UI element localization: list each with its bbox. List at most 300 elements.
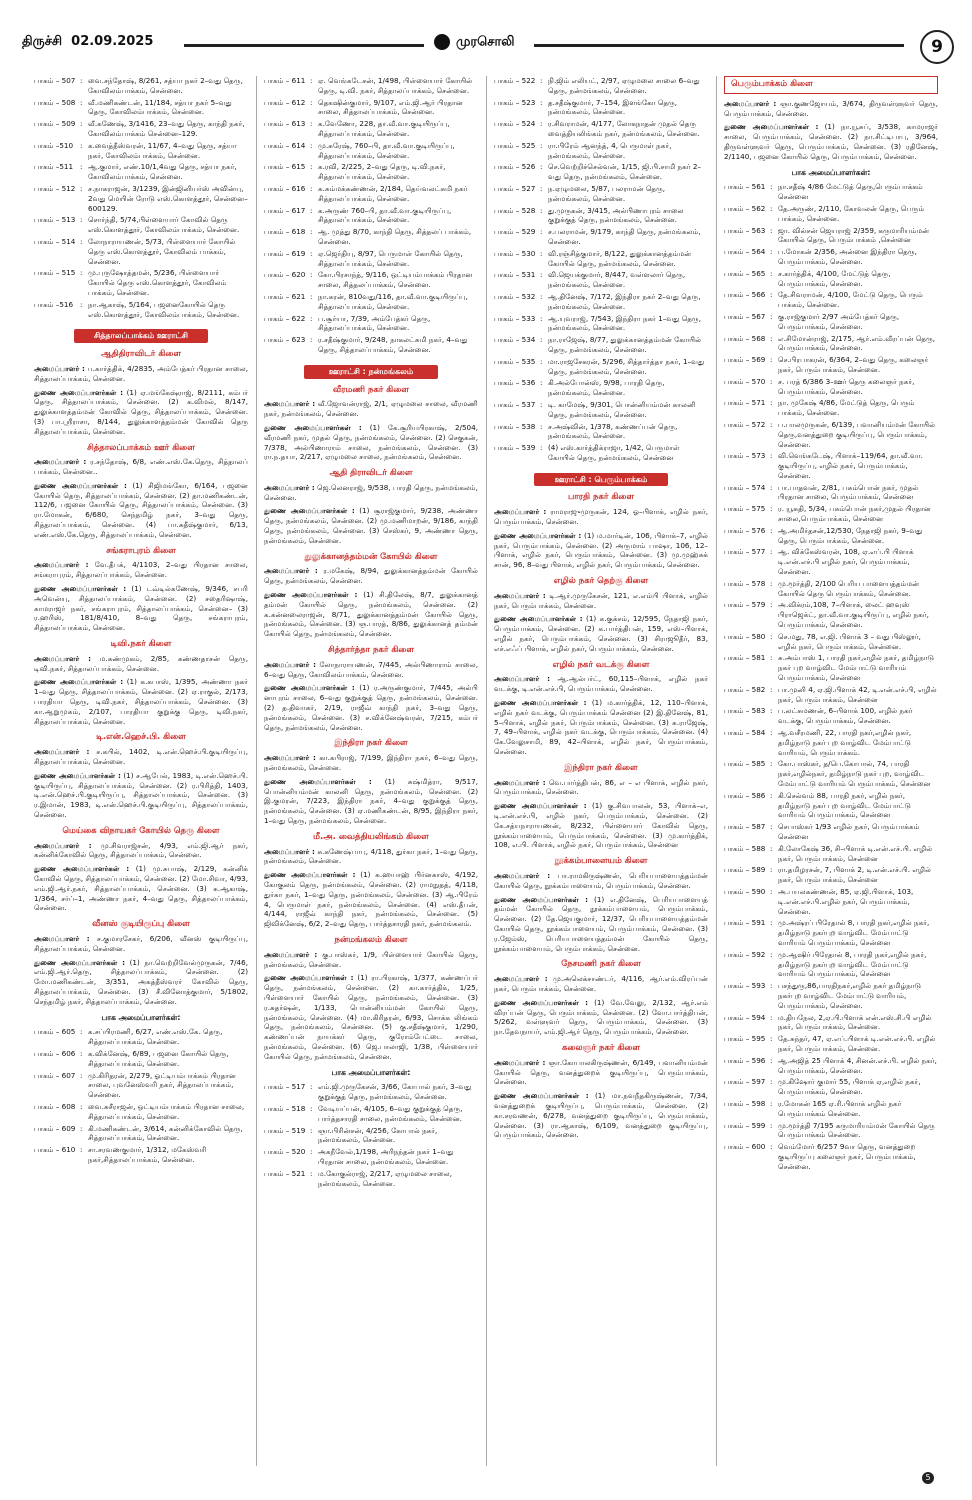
booth-entry xyxy=(494,141,708,161)
booth-entry xyxy=(724,420,938,449)
booth-entry xyxy=(264,1082,478,1102)
separator: : xyxy=(770,981,773,991)
booth-number: பாகம் – 572 xyxy=(724,419,766,429)
booth-member: அ.விக்ரம்,108, 7–பிளாக், லைட் ஹவுஸ் பிராஜெக்ட், தா.வீ.வா.குடியிருப்பு, எழில் நகர், பெரும்பாக்கம், சென்னை. xyxy=(778,600,929,630)
deputies-value: (1) சுஷ்மித்ரா, 9/517, பொன்னியம்மன் காலனி தெரு, நன்மங்கலம், சென்னை. (2) இ.குமரன், 7/223, இந்திரா நகர், 4–வது குறுக்குத் தெரு, நன்மங்கலம், சென்னை. (3) ஏ.மணிகண்டன், 8/95, இந்திரா நகர், 1–வது தெரு, நன்மங்கலம், சென்னை. xyxy=(264,776,478,825)
separator: : xyxy=(770,1034,773,1044)
booth-entry xyxy=(494,335,708,355)
booth-number: பாகம் – 622 xyxy=(264,313,306,323)
organizer-label: அமைப்பாளர் : xyxy=(34,747,90,757)
booth-number: பாகம் – 599 xyxy=(724,1120,766,1130)
booth-entry xyxy=(724,398,938,418)
branch-organizer xyxy=(34,457,248,477)
page-number: 9 xyxy=(920,30,954,64)
organizer-label: அமைப்பாளர் : xyxy=(34,457,87,467)
booth-number: பாகம் – 613 xyxy=(264,119,306,129)
deputies-label: துணை அமைப்பாளர்கள் : xyxy=(494,698,587,708)
booth-number: பாகம் – 564 xyxy=(724,247,766,257)
booth-number: பாகம் – 519 xyxy=(264,1125,306,1135)
booth-member: ஆ.யுவராஜ், 7/543, இந்திரா நகர் 1–வது தெரு, நன்மங்கலம், சென்னை. xyxy=(548,313,702,333)
branch-title: சித்தார்த்தா நகர் கிளை xyxy=(327,645,415,656)
booth-entry xyxy=(264,270,478,290)
branch-organizer xyxy=(264,660,478,680)
booth-entry xyxy=(494,422,708,442)
booth-member: ச.அஷ்வின், 1/378, கண்ணப்பன் தெரு, நன்மங்கலம், சென்னை. xyxy=(548,421,678,441)
separator: : xyxy=(770,865,773,875)
booth-number: பாகம் – 621 xyxy=(264,291,306,301)
booth-number: பாகம் – 586 xyxy=(724,790,766,800)
booth-member: கி.செல்வம் 88, பாரதி நகர், எழில் நகர், தமிழ்நாடு நகர் புற வாழ்விட மேம்பாட்டு வாரியம் பெரும்பாக்கம், சென்னை xyxy=(778,790,911,820)
deputies-label: துணை அமைப்பாளர்கள் : xyxy=(34,770,121,780)
booth-entry xyxy=(264,141,478,161)
booth-number: பாகம் – 534 xyxy=(494,335,536,345)
organizer-label: அமைப்பாளர் : xyxy=(494,1057,546,1067)
booth-member: மு.கிஷோர் குமார் 55, பிளாக் ஏ,எழில் நகர், பெரும்பாக்கம், சென்னை. xyxy=(778,1077,921,1097)
separator: : xyxy=(310,1082,313,1092)
booth-entry xyxy=(494,314,708,334)
booth-number: பாகம் – 574 xyxy=(724,482,766,492)
booth-member: சா.சரவணகுமார், 1/312, மகேஸ்வரி நகர்,சித்தாலப்பாக்கம், சென்னை. xyxy=(88,1145,207,1164)
separator: : xyxy=(310,205,313,215)
separator: : xyxy=(770,949,773,959)
branch-organizer xyxy=(264,950,478,970)
booth-entry xyxy=(264,227,478,247)
deputies-value: (1) சு.ஹயாஹ் பிர்னகாஸ், 4/192, கோகுலம் தெரு, நன்மங்கலம், சென்னை. (2) ராமநுதத், 4/118, துர்கா நகர், 1–வது தெரு, நன்மங்கலம், சென்னை. (3) ஆ.பிரேம் 4, பெருமாள் நகர், நன்மங்கலம், சென்னை. (4) எஸ்.தீபன், 4/144, ராஜீவ் காந்தி நகர், நன்மங்கலம், சென்னை. (5) ஜிவிக்னேஷ், 6/2, 2–வது தெரு, பார்த்தசாரதி நகர், நன்மங்கலம். xyxy=(264,870,478,929)
booth-entry xyxy=(494,270,708,290)
separator: : xyxy=(770,482,773,492)
organizer-value: பா.ராமகிருஷ்ணன், பெரியபாளையத்தம்மன் கோயில் தெரு, நூக்கம்பாளையம், பெரும்பாக்கம், சென்னை. xyxy=(494,870,708,890)
branch-deputies xyxy=(494,998,708,1037)
booth-entry xyxy=(724,822,938,842)
booth-organizers-heading: பாக அமைப்பாளர்கள்: xyxy=(791,167,871,177)
booth-entry xyxy=(724,1121,938,1141)
branch-organizer xyxy=(494,591,708,611)
booth-number: பாகம் –516 xyxy=(34,299,74,309)
branch-deputies xyxy=(494,801,708,850)
booth-number: பாகம் – 567 xyxy=(724,311,766,321)
booth-number: பாகம் – 598 xyxy=(724,1098,766,1108)
booth-entry xyxy=(494,227,708,247)
booth-entry xyxy=(724,791,938,820)
deputies-value: (1) ச.ஆபேல், 1983, டி.என்.ஹெச்.பி. குடியிருப்பு, சித்தாலப்பாக்கம், சென்னை. (2) ர.பிரித்தி, 1403, டி.என்.ஹெச்.பி.குடியிருப்பு, சித்தாலப்பாக்கம், சென்னை. (3) ர.இமான், 1983, டி.என்.ஹெச்.பி.குடியிருப்பு, சித்தாலப்பாக்கம், சென்னை. xyxy=(34,770,248,819)
booth-member: ம.கோகுல்ராஜ், 2/217, ஏழுமலை சாலை, நன்மங்கலம், சென்னை. xyxy=(318,1168,453,1188)
booth-member: ஏ. வெங்கடேசன், 1/498, பிள்ளையார் கோயில் தெரு, டி.வி. நகர், சித்தாலப்பாக்கம், சென்னை. xyxy=(318,76,473,95)
separator: : xyxy=(770,376,773,386)
booth-number: பாகம் – 575 xyxy=(724,504,766,514)
branch-deputies xyxy=(34,584,248,633)
panchayat-band: ஊராட்சி : நன்மங்கலம் xyxy=(304,365,438,379)
edition-date xyxy=(22,34,153,50)
booth-member: நா.ஆகாஷ், 5/164, பஜனைகோயில் தெரு எஸ்.கொளத்தூர், கோவிலம்பாக்கம், சென்னை. xyxy=(88,299,240,319)
booth-entry xyxy=(724,182,938,202)
booth-member: மு.அஷ்ரப் பிரேதால் 8, பாரதி நகர்,எழில் நகர், தமிழ்நாடு நகர்புற வாழ்விட மேம்பாட்டு வாரியம் பெரும்பாக்கம், சென்னை xyxy=(778,918,930,947)
booth-number: பாகம் – 595 xyxy=(724,1034,766,1044)
organizer-value: ர.சந்தோஷ், 6/8, எண்.எஸ்.கே.தெரு, சித்தாலப் பாக்கம், சென்னை.. xyxy=(34,457,248,477)
separator: : xyxy=(770,631,773,641)
booth-entry xyxy=(34,1027,248,1047)
booth-member: எம்.ஜி.முருகேசன், 3/66, கோபால் நகர், 3–வது குறுக்குத் தெரு, நன்மங்கலம், சென்னை. xyxy=(318,1082,472,1102)
booth-number: பாகம் – 566 xyxy=(724,290,766,300)
organizer-label: அமைப்பாளர் : xyxy=(264,566,318,576)
booth-member: வேடியப்பன், 4/105, 6–வது குறுக்குத் தெரு, பார்த்தசாரதி சாலை, நன்மங்கலம், சென்னை. xyxy=(318,1103,463,1123)
booth-member: ர.மோகன் 165 ஏ.ரி.பிளாக் எழில் நகர் பெரும்பாக்கம் சென்னை. xyxy=(778,1098,902,1118)
separator: : xyxy=(770,225,773,235)
booth-member: க.அருண் 760–பி, தா.வீ.வா.குடியிருப்பு, சித்தாலப்பாக்கம், சென்னை. xyxy=(318,205,452,225)
booth-member: ஞா.பிரின்சன், 4/256, கோபால் நகர், நன்மங்கலம், சென்னை. xyxy=(318,1125,438,1145)
booth-number: பாகம் – 508 xyxy=(34,97,76,107)
branch-deputies xyxy=(494,614,708,653)
branch-title: ஆதிதிராவிடர் கிளை xyxy=(100,349,182,360)
separator: : xyxy=(770,203,773,213)
booth-entry xyxy=(264,292,478,312)
booth-member: ஆ.அஜித் 25 பிளாக் 4, சினன்.எச்.பி. எழில் நகர், பெரும்பாக்கம், சென்னை. xyxy=(778,1055,937,1075)
branch-deputies xyxy=(264,590,478,639)
separator: : xyxy=(770,333,773,343)
branch-deputies xyxy=(264,506,478,545)
booth-number: பாகம் – 529 xyxy=(494,227,536,237)
branch-deputies xyxy=(264,423,478,462)
booth-entry xyxy=(264,206,478,226)
deputies-value: (1) க.கபாஸ், 1/395, அண்ணா நகர் 1–வது தெரு, சித்தாலப்பாக்கம், சென்னை. (2) ஏ.ராகுல், 2/173, பாரதியா தெரு, டிவி.நகர், சித்தாலப்பாக்கம், சென்னை. (3) கா.ஆறுமுகம், 2/107, பாரதியா குறுக்கு தெரு, டிவி.நகர், சித்தாலப்பாக்கம், சென்னை. xyxy=(34,677,248,726)
deputies-value: (1) நா.வெற்றிவேல்முருகன், 7/46, எம்.ஜி.ஆர்.தெரு, சித்தாலப்பாக்கம், சென்னை. (2) மோ.மணிகண்டன், 3/351, அகத்தீஸ்வரர் கோவில் தெரு, சித்தாலப்பாக்கம், சென்னை. (3) சீ.வினோத்குமார், 5/1802, செந்தமிழ் நகர், சித்தாலப்பாக்கம், சென்னை. xyxy=(34,957,248,1006)
separator: : xyxy=(310,313,313,323)
column-4 xyxy=(724,76,938,1466)
branch-deputies xyxy=(34,864,248,913)
booth-entry xyxy=(724,728,938,757)
separator: : xyxy=(770,843,773,853)
column-3 xyxy=(494,76,708,1466)
booth-entry xyxy=(724,1056,938,1076)
booth-number: பாகம் – 537 xyxy=(494,399,536,409)
booth-entry xyxy=(494,292,708,312)
separator: : xyxy=(540,97,543,107)
booth-entry xyxy=(264,119,478,139)
separator: : xyxy=(770,547,773,557)
footer-marker: 5 xyxy=(922,1472,934,1484)
branch-title: இந்திரா நகர் கிளை xyxy=(334,738,408,749)
booth-entry xyxy=(724,334,938,354)
booth-member: து.முருகன், 3/415, அல்பிணாபுரம் சாலை குறுக்குத் தெரு, நன்மங்கலம், சென்னை. xyxy=(548,205,684,225)
booth-entry xyxy=(264,76,478,96)
separator: : xyxy=(80,215,83,225)
masthead xyxy=(434,34,515,51)
booth-number: பாகம் – 584 xyxy=(724,728,766,738)
organizer-value: வே.தீபக், 4/1103, 2–வது பிரதான சாலை, சங்கராபுரம், சித்தாலப்பாக்கம், சென்னை. xyxy=(34,560,248,580)
deputies-value: (1) சிஜிமங்கோ, 6/164, பஜனை கோயில் தெரு, சித்தாலப்பாக்கம், சென்னை. (2) தா.மணிகண்டன், 112/6, பஜனை கோயில் தெரு, சித்தாலப்பாக்கம், சென்னை. (3) ரா.மோகன், 6/680, செந்தமிழ் நகர், 3–வது தெரு, சித்தாலப்பாக்கம், சென்னை. (4) பா.சுதீஷ்குமார், 6/13, எண்.எஸ்.கே.தெரு, சித்தாலப்பாக்கம், சென்னை. xyxy=(34,480,248,539)
booth-entry xyxy=(494,162,708,182)
booth-member: ச. பரத் 6/386 3–ஊர் தெரு கலைஞர் நகர், பெரும்பாக்கம், சென்னை. xyxy=(778,376,915,396)
deputies-value: (1) ம.மார்டின், 106, பிளாக்–7, எழில் நகர், பெரும்பாக்கம், சென்னை. (2) அருமாம் பாஷா, 106, 12–பிளாக், எழில் நகர், பெரும்பாக்கம், சென்னை. (3) மு.முஹ்சுக் சான், 96, 8–வது பிளாக், எழில் நகர், பெரும்பாக்கம், சென்னை. xyxy=(494,530,708,570)
booth-organizers-heading: பாக அமைப்பாளர்கள்: xyxy=(331,1067,411,1077)
organizer-value: ப.கார்த்திக், 4/2835, அம்பேத்கர் பிரதான சாலை, சித்தாலப்பாக்கம், சென்னை. xyxy=(34,363,248,383)
organizer-value: ராமராஜுமுருகன், 124, ஓ–பிளாக், எழில் நகர், பெரும்பாக்கம், சென்னை. xyxy=(494,507,708,527)
separator: : xyxy=(80,299,83,309)
separator: : xyxy=(80,140,83,150)
deputies-value: (1) நா.யூசுப், 3/538, காமராஜர் சாலை, பெரும்பாக்கம், சென்னை. (2) நா.சிட்டிபாபு, 3/964, திருவள்ளுவர் தெரு, பெரும்பாக்கம், சென்னை. (3) ரதினேஷ், 2/1140, பஜனை கோயில் தெரு, பெரும்பாக்கம், சென்னை. xyxy=(724,122,938,161)
booth-number: பாகம் – 578 xyxy=(724,578,766,588)
booth-entry xyxy=(494,378,708,398)
booth-number: பாகம் – 526 xyxy=(494,162,536,172)
deputies-label: துணை அமைப்பாளர்கள் : xyxy=(494,614,583,624)
separator: : xyxy=(80,236,83,246)
booth-number: பாகம் – 614 xyxy=(264,140,306,150)
separator: : xyxy=(540,270,543,280)
booth-number: பாகம் – 563 xyxy=(724,225,766,235)
deputies-value: (1) ம.கார்த்திக், 12, 110–பிளாக், எழில் நகர் வடக்கு, பெரும்பாக்கம் சென்னை (2) இ.தினேஷ், 81, 5–பிளாக், எழில் நகர், பெரும்பாக்கம், சென்னை. (3) சு.ராஜேஷ், 7, 49–பிளாக், எழில் நகர் வடக்கு, பெரும்பாக்கம், சென்னை. (4) கே.வேலுசாமி, 89, 42–பிளாக், எழில் நகர், பெரும்பாக்கம், சென்னை. xyxy=(494,698,708,757)
booth-number: பாகம் – 571 xyxy=(724,398,766,408)
organizer-label: அமைப்பாளர் : xyxy=(494,974,548,984)
booth-member: ரா.தமிழரசன், 7, பிளாக் 2, டி.என்.எச்.பி. எழில் நகர், பெரும்பாக்கம், சென்னை xyxy=(778,865,932,885)
booth-entry xyxy=(34,76,248,96)
booth-member: ஜா. வில்சன் ஜெயராஜ் 2/359, கருமாரியம்மன் கோயில் தெரு, பெரும்பாக்கம் ,சென்னை xyxy=(778,225,930,245)
separator: : xyxy=(540,227,543,237)
booth-number: பாகம் – 570 xyxy=(724,376,766,386)
booth-entry xyxy=(264,98,478,118)
branch-organizer xyxy=(34,747,248,767)
deputies-label: துணை அமைப்பாளர்கள் : xyxy=(264,506,355,516)
separator: : xyxy=(310,97,313,107)
booth-member: ஏ.ஜெர்தியு, 8/97, பெருமாள் கோயில் தெரு, சித்தாலப்பாக்கம், சென்னை. xyxy=(318,248,463,268)
booth-number: பாகம் – 596 xyxy=(724,1055,766,1065)
booth-member: சு.அம்பாஸ் 1, பாரதி நகர்,எழில் நகர், தமிழ்நாடு நகர் புற வாழ்விட மேம்பாட்டு வாரியம் பெரும்பாக்கம், சென்னை xyxy=(778,653,935,683)
column-1 xyxy=(34,76,248,1466)
branch-organizer xyxy=(264,753,478,773)
branch-deputies xyxy=(34,771,248,820)
booth-member: க.வேணோ, 228, தா.வீ.வா.குடியிருப்பு, சித்தாலப்பாக்கம், சென்னை. xyxy=(318,119,450,138)
branch-title: ஆதி திராவிடர் கிளை xyxy=(329,468,413,479)
booth-entry xyxy=(264,249,478,269)
deputies-label: துணை அமைப்பாளர்கள் : xyxy=(34,480,127,490)
separator: : xyxy=(540,356,543,366)
branch-title: கலைஞர் நகர் கிளை xyxy=(561,1042,641,1053)
booth-entry xyxy=(724,950,938,979)
booth-number: பாகம் – 611 xyxy=(264,76,306,85)
booth-entry xyxy=(34,162,248,182)
separator: : xyxy=(770,918,773,928)
deputies-value: (1) சூராஜ்குமார், 9/238, அண்ணா தெரு, நன்மங்கலம், சென்னை. (2) மு.மணிமாறன், 9/186, காந்தி தெரு, நன்மங்கலம், சென்னை. (3) செஸ்கர், 9, அண்ணா தெரு, நன்மங்கலம், சென்னை. xyxy=(264,506,478,545)
booth-entry xyxy=(724,312,938,332)
deputies-label: துணை அமைப்பாளர்கள் : xyxy=(724,122,819,132)
separator: : xyxy=(310,140,313,150)
booth-number: பாகம் – 532 xyxy=(494,291,536,301)
organizer-value: கு.பாஸ்கர், 1/9, பிள்ளையார் கோயில் தெரு, நன்மங்கலம், சென்னை. xyxy=(264,949,478,969)
deputies-value: (1) சி.திலேஷ், 8/7, துலுக்கானத் தம்மன் கோயில் தெரு, நன்மங்கலம், சென்னை. (2) க.கன்னலைராஜன், 8/71, துலுக்கானத்தம்மன் கோயில் தெரு, நன்மங்கலம், சென்னை. (3) ஞ.பாரத், 8/86, துலுக்கானத் தம்மன் கோயில் தெரு, நன்மங்கலம், சென்னை. xyxy=(264,590,478,639)
separator: : xyxy=(770,706,773,716)
branch-organizer xyxy=(264,483,478,503)
separator: : xyxy=(770,684,773,694)
booth-member: வி.ஜெயக்குமார், 8/447, வள்ளலார் தெரு, நன்மங்கலம், சென்னை. xyxy=(548,270,686,290)
branch-deputies xyxy=(34,388,248,437)
branch-organizer xyxy=(34,841,248,861)
separator: : xyxy=(80,119,83,129)
booth-number: பாகம் – 576 xyxy=(724,525,766,535)
separator: : xyxy=(80,1101,83,1111)
deputies-label: துணை அமைப்பாளர்கள் : xyxy=(34,584,127,594)
organizer-value: ஜெ.லெனராஜ், 9/538, பாரதி தெரு, நன்மங்கலம், சென்னை. xyxy=(264,482,478,502)
separator: : xyxy=(770,290,773,300)
booth-member: செபாஸ்கர் 1/93 எழில் நகர், பெரும்பாக்கம் சென்னை xyxy=(778,822,920,841)
booth-entry xyxy=(264,1147,478,1167)
deputies-label: துணை அமைப்பாளர்கள் : xyxy=(264,870,356,880)
separator: : xyxy=(80,183,83,193)
separator: : xyxy=(80,162,83,172)
booth-member: மு.மூர்த்தி, 2/100 பெரிய பாளையத்தம்மன் கோயில் தெரு பெரும்பாக்கம், சென்னை. xyxy=(778,578,920,598)
booth-number: பாகம் – 582 xyxy=(724,684,766,694)
booth-member: கோ.பாஸ்கர், த/பெ.கோபால், 74, பாரதி நகர்,எழில்நகர், தமிழ்நாடு நகர் புற, வாழ்விட மேம்பாட்டு வாரியம் பெரும்பாக்கம், சென்னை xyxy=(778,759,931,788)
separator: : xyxy=(310,270,313,280)
separator: : xyxy=(80,1145,83,1155)
booth-entry xyxy=(724,247,938,267)
deputies-label: துணை அமைப்பாளர்கள் : xyxy=(34,957,125,967)
booth-number: பாகம் – 607 xyxy=(34,1070,76,1080)
organizer-label: அமைப்பாளர் : xyxy=(264,482,315,492)
separator: : xyxy=(770,182,773,192)
branch-organizer xyxy=(264,847,478,867)
booth-number: பாகம் – 609 xyxy=(34,1123,76,1133)
booth-entry xyxy=(34,98,248,118)
deputies-label: துணை அமைப்பாளர்கள் : xyxy=(264,422,362,432)
booth-member: லோநாராயணன், 5/73, பிள்ளையார் கோயில் தெரு எஸ்.கொளத்தூர், கோவிலம் பாக்கம், சென்னை. xyxy=(88,236,236,266)
booth-entry xyxy=(724,269,938,289)
separator: : xyxy=(770,1098,773,1108)
booth-member: ப.பாலமுருகன், 6/139, பவானியம்மன் கோயில் தெரு,வனத்துறை குடியிருப்பு, பெரும்பாக்கம், சென்னை. xyxy=(778,419,936,449)
booth-member: ச.நாகராஜன், 3/1239, இன்ஜினியர்ஸ் அவின்யு, 2வது மெயின் ரோடு எஸ்.கொளத்தூர், சென்னை–600129. xyxy=(88,183,248,213)
booth-number: பாகம் – 565 xyxy=(724,268,766,278)
booth-member: பா.முனி 4, ஏ.ஜி.பிளாக் 42, டி.என்.எச்.பி, எழில் நகர், பெரும்பாக்கம், சென்னை xyxy=(778,684,937,704)
booth-member: செ.பிரபாகரன், 6/364, 2–வது தெரு, கலைஞர் நகர், பெரும்பாக்கம், சென்னை. xyxy=(778,355,929,374)
booth-entry xyxy=(724,918,938,947)
separator: : xyxy=(770,419,773,429)
booth-entry xyxy=(34,119,248,139)
booth-entry xyxy=(724,685,938,705)
booth-number: பாகம் – 581 xyxy=(724,653,766,663)
booth-member: க.ரவி, 2/225, 2–வது தெரு, டி.வி.நகர், சித்தாலப்பாக்கம், சென்னை. xyxy=(318,162,446,182)
booth-member: தெகஷின்குமார், 9/107, எம்.ஜி.ஆர் பிரதான சாலை, சித்தாலப்பாக்கம், சென்னை. xyxy=(318,97,463,117)
booth-member: க.வைத்தீஸ்வரன், 11/67, 4–வது தெரு, சத்யா நகர், கோவிலம்பாக்கம், சென்னை. xyxy=(88,140,237,160)
separator: : xyxy=(80,1048,83,1058)
booth-number: பாகம் – 569 xyxy=(724,355,766,365)
deputies-value: (1) எ.தினேஷ், பெரியபாளையத் தம்மன் கோயில் தெரு, நூக்கம்பாளையம், பெரும்பாக்கம், சென்னை. (2) தே.ஜெயகுமார், 12/37, பெரியபாளையத்தம்மன் கோயில் தெரு, நூக்கம்பாளையம், பெரும்பாக்கம், சென்னை. (3) ர.ஜேம்ஸ், பெரியபாளையத்தம்மன் கோயில் தெரு, நூக்கம்பாளையம், பெரும்பாக்கம், சென்னை. xyxy=(494,894,708,953)
booth-number: பாகம் – 562 xyxy=(724,203,766,213)
organizer-value: கா.கபிராஜ், 7/199, இந்திரா நகர், 6–வது தெரு, நன்மங்கலம், சென்னை. xyxy=(264,753,478,773)
booth-entry xyxy=(264,1126,478,1146)
booth-number: பாகம் – 522 xyxy=(494,76,536,85)
separator: : xyxy=(310,119,313,129)
branch-organizer xyxy=(264,566,478,586)
booth-number: பாகம் – 617 xyxy=(264,205,306,215)
deputies-value: (1) கே.சூரியபிரகாஷ், 2/504, வீரமணி நகர், முதல் தெரு, நன்மங்கலம், சென்னை. (2) செகுகன், 7/378, அல்பிணாராம் சாலை, நன்மங்கலம், சென்னை. (3) ரா.ந.தயா, 2/217, ஏழுமலை சாலை, நன்மங்கலம், சென்னை. xyxy=(264,422,478,462)
branch-title: பாரதி நகர் கிளை xyxy=(567,492,635,503)
separator: : xyxy=(770,653,773,663)
branch-deputies xyxy=(264,870,478,929)
branch-organizer xyxy=(494,507,708,527)
organizer-value: ஆ.ஆல்பர்ட், 60,115–பிளாக், எழில் நகர் வடக்கு, டி.என்.எச்.பி, பெரும்பாக்கம், சென்னை. xyxy=(494,674,708,694)
booth-member: ஆ. விக்கேஸ்வரன், 108, ஏ.எப்.பி பிளாக் டி.என்.எச்.பி எழில் நகர், பெரும்பாக்கம், சென்னை. xyxy=(778,547,914,577)
booth-number: பாகம் – 620 xyxy=(264,270,306,280)
booth-entry xyxy=(724,451,938,480)
booth-member: மு.மூர்த்தி 7/195 கருமாரியம்மன் கோயில் தெரு பெரும்பாக்கம் சென்னை. xyxy=(778,1120,935,1140)
booth-number: பாகம் – 533 xyxy=(494,313,536,323)
separator: : xyxy=(770,398,773,408)
booth-entry xyxy=(264,314,478,334)
separator: : xyxy=(770,247,773,257)
column-2 xyxy=(264,76,478,1466)
branch-title: மீ.அ. வைத்தியலிங்கம் கிளை xyxy=(313,831,429,842)
separator: : xyxy=(540,119,543,129)
booth-number: பாகம் – 585 xyxy=(724,759,766,769)
separator: : xyxy=(310,1125,313,1135)
organizer-label: அமைப்பாளர் : xyxy=(34,560,89,570)
booth-member: கி.அல்போன்ஸ், 9/98, பாரதி தெரு, நன்மங்கலம், சென்னை. xyxy=(548,378,665,398)
booth-number: பாகம் – 512 xyxy=(34,183,76,193)
booth-member: ர.சதீஷ்குமார், 9/248, நாகலட்சுமி நகர், 4–வது தெரு, சித்தாலப்பாக்கம், சென்னை. xyxy=(318,335,468,354)
booth-organizers-heading: பாக அமைப்பாளர்கள்: xyxy=(101,1012,181,1022)
booth-member: மு.கிரிதரன், 2/279, ஓட்டியம்பாக்கம் பிரதான சாலை, புவனேஸ்வரி நகர், சித்தாலப்பாக்கம், சென்னை. xyxy=(88,1070,237,1100)
separator: : xyxy=(770,1120,773,1130)
booth-number: பாகம் – 530 xyxy=(494,248,536,258)
booth-number: பாகம் – 525 xyxy=(494,140,536,150)
deputies-label: துணை அமைப்பாளர்கள் : xyxy=(264,683,355,693)
booth-number: பாகம் – 517 xyxy=(264,1082,306,1092)
booth-entry xyxy=(34,300,248,320)
booth-number: பாகம் – 521 xyxy=(264,1168,306,1178)
separator: : xyxy=(310,1168,313,1178)
booth-entry xyxy=(724,1013,938,1033)
booth-member: ஆ.அமிர்தசன்,12/530, நேதாஜி நகர், 9–வது தெரு, பெரும்பாக்கம், சென்னை. xyxy=(778,525,923,545)
booth-member: பா.பாதவன், 2/81, பசும்பொன் நகர், முதல் பிரதான சாலை, பெரும்பாக்கம், சென்னை xyxy=(778,482,919,502)
branch-title: நேசமணி நகர் கிளை xyxy=(561,959,641,970)
booth-entry xyxy=(724,377,938,397)
booth-entry xyxy=(724,981,938,1010)
booth-member: ரா.பிரேம் ஆனந்த், 4, பெருமாள் நகர், நன்மங்கலம், சென்னை. xyxy=(548,140,672,160)
booth-member: அகநீவேல்,1/198, அரிநந்தன் நகர் 1–வது பிரதான சாலை, நன்மங்கலம், சென்னை. xyxy=(318,1147,454,1166)
booth-member: எ.சிமோன்ராஜ், 2/175, ஆர்.எம்.வீரப்பன் தெரு, பெரும்பாக்கம், சென்னை. xyxy=(778,333,936,353)
deputies-label: துணை அமைப்பாளர்கள் : xyxy=(34,864,130,874)
booth-entry xyxy=(724,204,938,224)
booth-number: பாகம் – 524 xyxy=(494,119,536,129)
booth-number: பாகம் – 561 xyxy=(724,182,766,192)
deputies-label: துணை அமைப்பாளர்கள் : xyxy=(494,801,587,811)
booth-member: வை.சந்தோஷ், 8/261, சத்யா நகர் 2–வது தெரு, கோவிலம்பாக்கம், சென்னை. xyxy=(88,76,243,95)
separator: : xyxy=(310,227,313,237)
organizer-label: அமைப்பாளர் : xyxy=(264,399,316,409)
separator: : xyxy=(770,355,773,365)
branch-organizer xyxy=(494,974,708,994)
booth-member: த.சதீஷ்குமார், 7–154, இளங்கோ தெரு, நன்மங்கலம், சென்னை. xyxy=(548,97,678,117)
booth-number: பாகம் – 577 xyxy=(724,547,766,557)
branch-deputies xyxy=(264,777,478,826)
separator: : xyxy=(770,1142,773,1152)
separator: : xyxy=(80,268,83,278)
booth-entry xyxy=(724,653,938,682)
booth-number: பாகம் – 509 xyxy=(34,119,76,129)
panchayat-band: ஊராட்சி : பெரும்பாக்கம் xyxy=(534,473,668,487)
branch-organizer xyxy=(494,871,708,891)
organizer-label: அமைப்பாளர் : xyxy=(264,659,316,669)
branch-organizer xyxy=(34,654,248,674)
issue-date: 02.09.2025 xyxy=(71,34,154,49)
separator: : xyxy=(540,378,543,388)
booth-member: நா. முகேஷ் 4/86, மேட்டுத் தெரு, பெரும் பாக்கம், சென்னை. xyxy=(778,398,915,418)
booth-entry xyxy=(724,1034,938,1054)
booth-member: பசந்துரு,86,பாரதிநகர்,எழில் நகர் தமிழ்நாடு நகர்புற வாழ்விட மேம்பாட்டு வாரியம், பெரும்பாக்கம், சென்னை. xyxy=(778,981,922,1010)
booth-entry xyxy=(724,1099,938,1119)
deputies-label: துணை அமைப்பாளர்கள் : xyxy=(494,530,582,540)
branch-title: எழில் நகர் வடக்கு கிளை xyxy=(552,659,650,670)
booth-member: வீ.மணிகண்டன், 11/184, சத்யா நகர் 5–வது தெரு, கோவிலம்பாக்கம், சென்னை. xyxy=(88,97,232,117)
booth-number: பாகம் – 538 xyxy=(494,421,536,431)
booth-entry xyxy=(724,706,938,726)
